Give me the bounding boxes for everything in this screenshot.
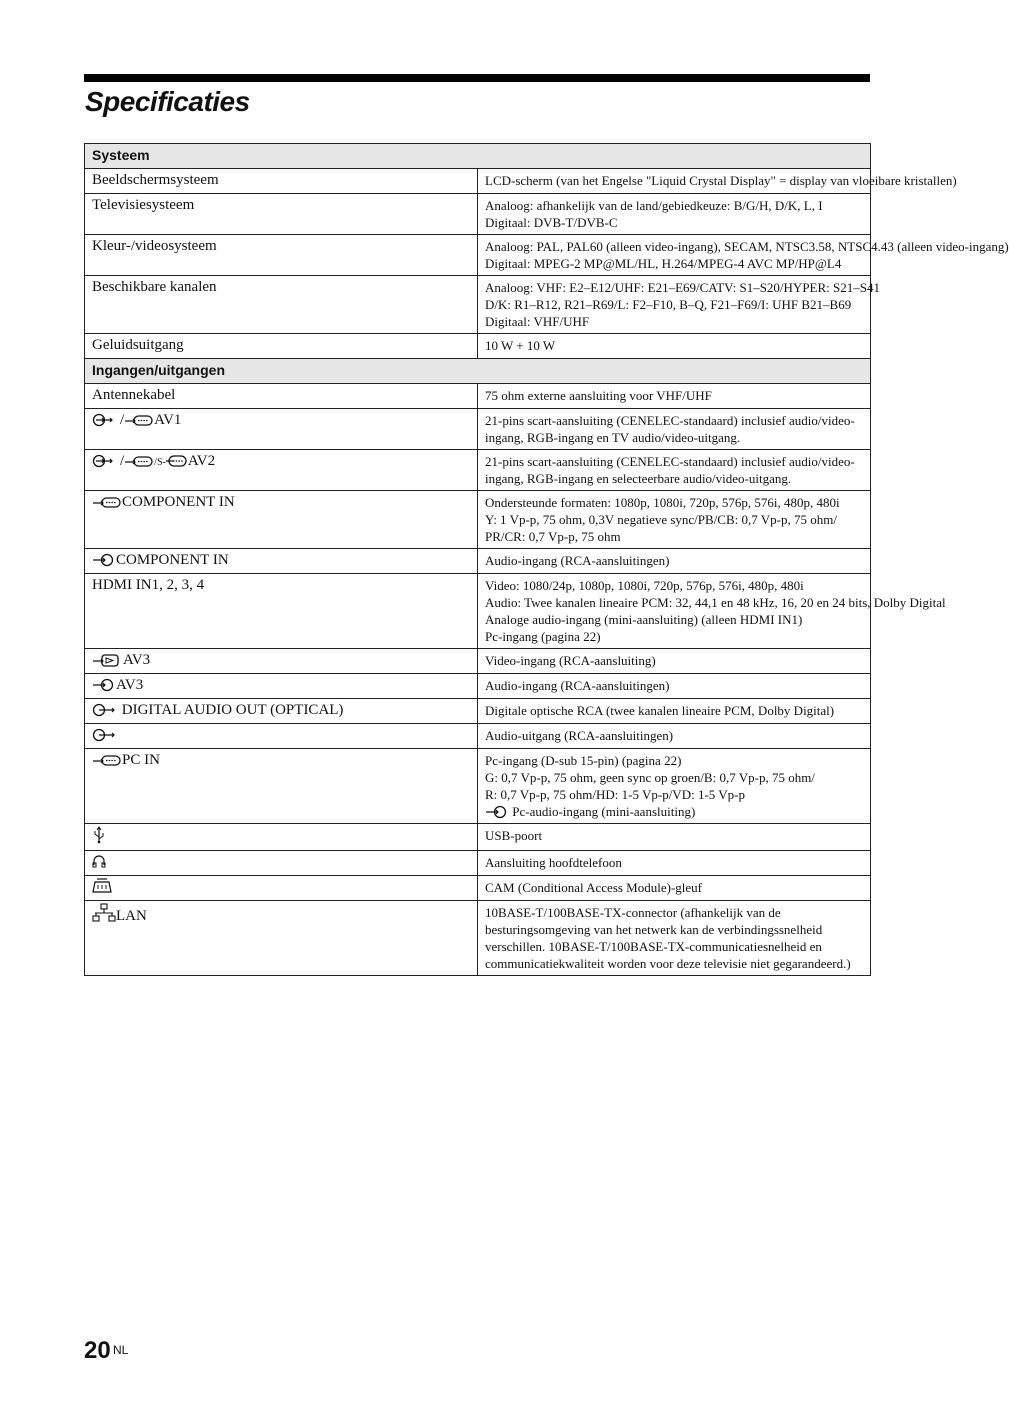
row-label-digital-audio — [85, 699, 478, 724]
value-line: CAM (Conditional Access Module)-gleuf — [485, 880, 702, 895]
headphone-icon — [92, 853, 106, 869]
row-label-av3-audio — [85, 674, 478, 699]
table-row — [85, 276, 871, 334]
section-header — [85, 144, 871, 169]
lan-network-icon — [92, 903, 116, 923]
audio-in-icon — [92, 553, 116, 567]
label-text: AV1 — [154, 412, 182, 428]
scart-inout-icon — [92, 413, 120, 427]
table-row — [85, 724, 871, 749]
label-text: AV3 — [122, 652, 151, 668]
row-label: Kleur-/videosysteem — [85, 235, 478, 276]
row-value — [478, 851, 871, 876]
row-label-usb — [85, 824, 478, 851]
value-line: D/K: R1–R12, R21–R69/L: F2–F10, B–Q, F21–F69/I: UHF B21–B69 — [485, 297, 852, 312]
value-line: 10BASE-T/100BASE-TX-connector (afhankelijk van de besturingsomgeving van het netwerk kan de verbindingssnelheid verschillen. 10BASE-T/100BASE-TX-communicatiesnelheid en communicatiekwaliteit worden voor deze televisie niet gegarandeerd.) — [485, 905, 851, 971]
audio-in-icon — [92, 678, 116, 692]
table-row — [85, 824, 871, 851]
usb-icon — [92, 826, 106, 844]
label-text: AV3 — [116, 677, 144, 693]
section-title-io: Ingangen/uitgangen — [85, 359, 871, 384]
row-label-audio-out — [85, 724, 478, 749]
row-value — [478, 574, 946, 649]
value-line: R: 0,7 Vp-p, 75 ohm/HD: 1-5 Vp-p/VD: 1-5 Vp-p — [485, 787, 745, 802]
row-value — [478, 749, 871, 824]
audio-in-icon — [485, 805, 509, 819]
value-line: Analoog: VHF: E2–E12/UHF: E21–E69/CATV: S1–S20/HYPER: S21–S41 — [485, 280, 880, 295]
value-line: 75 ohm externe aansluiting voor VHF/UHF — [485, 388, 712, 403]
table-row — [85, 699, 871, 724]
row-value — [478, 450, 871, 491]
label-text: LAN — [116, 908, 147, 924]
value-line: Digitaal: VHF/UHF — [485, 314, 590, 329]
table-row — [85, 169, 871, 194]
row-label-lan — [85, 901, 478, 976]
table-row — [85, 450, 871, 491]
value-line: Pc-ingang (D-sub 15-pin) (pagina 22) — [485, 753, 682, 768]
language-code: NL — [113, 1343, 129, 1357]
row-label: Antennekabel — [85, 384, 478, 409]
value-line: G: 0,7 Vp-p, 75 ohm, geen sync op groen/B: 0,7 Vp-p, 75 ohm/ — [485, 770, 815, 785]
row-label: Beschikbare kanalen — [85, 276, 478, 334]
title-rule — [84, 74, 870, 82]
value-line: 21-pins scart-aansluiting (CENELEC-standaard) inclusief audio/video-ingang, RGB-ingang en TV audio/video-uitgang. — [485, 413, 855, 445]
value-line: PR/CR: 0,7 Vp-p, 75 ohm — [485, 529, 621, 544]
table-row — [85, 491, 871, 549]
row-label-cam — [85, 876, 478, 901]
pc-in-icon — [92, 753, 122, 767]
row-label: Televisiesysteem — [85, 194, 478, 235]
row-value — [478, 334, 871, 359]
value-line-with-icon — [485, 803, 863, 820]
label-text: COMPONENT IN — [122, 494, 235, 510]
value-line: Analoog: PAL, PAL60 (alleen video-ingang), SECAM, NTSC3.58, NTSC4.43 (alleen video-ingang) — [485, 239, 1009, 254]
label-text: DIGITAL AUDIO OUT (OPTICAL) — [121, 702, 344, 718]
row-value — [478, 649, 871, 674]
table-row — [85, 901, 871, 976]
table-row — [85, 235, 871, 276]
section-title-system: Systeem — [85, 144, 871, 169]
row-value — [478, 169, 957, 194]
row-value — [478, 876, 871, 901]
row-label: Beeldschermsysteem — [85, 169, 478, 194]
value-line: Audio-ingang (RCA-aansluitingen) — [485, 678, 670, 693]
value-line: Pc-ingang (pagina 22) — [485, 629, 601, 644]
s-video-in-icon — [166, 454, 188, 468]
label-text: PC IN — [122, 752, 160, 768]
row-value — [478, 549, 871, 574]
value-line: Analoge audio-ingang (mini-aansluiting) (alleen HDMI IN1) — [485, 612, 803, 627]
video-in-icon — [124, 413, 154, 427]
row-value — [478, 674, 871, 699]
table-row — [85, 334, 871, 359]
video-in-icon — [92, 653, 120, 667]
label-s-prefix: /S- — [154, 457, 166, 468]
value-line: LCD-scherm (van het Engelse "Liquid Crystal Display" = display van vloeibare kristallen) — [485, 173, 957, 188]
table-row — [85, 649, 871, 674]
video-in-icon — [92, 495, 122, 509]
row-value — [478, 699, 871, 724]
row-label-pc — [85, 749, 478, 824]
value-line: Video-ingang (RCA-aansluiting) — [485, 653, 656, 668]
row-label-av3-video — [85, 649, 478, 674]
value-line: Analoog: afhankelijk van de land/gebiedkeuze: B/G/H, D/K, L, I — [485, 198, 823, 213]
value-line: Digitaal: DVB-T/DVB-C — [485, 215, 618, 230]
row-label-component-audio — [85, 549, 478, 574]
value-line: 21-pins scart-aansluiting (CENELEC-standaard) inclusief audio/video-ingang, RGB-ingang en selecteerbare audio/video-uitgang. — [485, 454, 855, 486]
row-value — [478, 276, 880, 334]
row-value — [478, 235, 1009, 276]
row-label-headphone — [85, 851, 478, 876]
row-value — [478, 384, 871, 409]
value-line: Aansluiting hoofdtelefoon — [485, 855, 622, 870]
value-line: Digitale optische RCA (twee kanalen lineaire PCM, Dolby Digital) — [485, 703, 835, 718]
value-line: Audio-uitgang (RCA-aansluitingen) — [485, 728, 674, 743]
audio-out-icon — [92, 728, 118, 742]
row-label: HDMI IN1, 2, 3, 4 — [85, 574, 478, 649]
page-number: 20 — [84, 1337, 111, 1364]
table-row — [85, 851, 871, 876]
row-value — [478, 194, 871, 235]
value-line: USB-poort — [485, 828, 543, 843]
video-in-icon — [124, 454, 154, 468]
value-line: Video: 1080/24p, 1080p, 1080i, 720p, 576p, 576i, 480p, 480i — [485, 578, 804, 593]
value-line: Digitaal: MPEG-2 MP@ML/HL, H.264/MPEG-4 AVC MP/HP@L4 — [485, 256, 842, 271]
table-row — [85, 409, 871, 450]
value-line: Audio: Twee kanalen lineaire PCM: 32, 44,1 en 48 kHz, 16, 20 en 24 bits, Dolby Digital — [485, 595, 946, 610]
row-value — [478, 409, 871, 450]
table-row — [85, 749, 871, 824]
scart-inout-icon — [92, 454, 120, 468]
row-value — [478, 724, 871, 749]
label-text: COMPONENT IN — [116, 552, 229, 568]
table-row — [85, 549, 871, 574]
value-line: 10 W + 10 W — [485, 338, 556, 353]
row-label-av2 — [85, 450, 478, 491]
section-header — [85, 359, 871, 384]
table-row — [85, 876, 871, 901]
label-separator: / — [120, 412, 125, 428]
table-row — [85, 574, 871, 649]
value-text: Pc-audio-ingang (mini-aansluiting) — [512, 804, 696, 819]
label-separator: / — [120, 453, 125, 469]
specifications-table — [84, 143, 1009, 976]
table-row — [85, 674, 871, 699]
table-row — [85, 194, 871, 235]
page-title: Specificaties — [85, 86, 250, 117]
row-label-component-video — [85, 491, 478, 549]
cam-slot-icon — [92, 878, 112, 894]
row-value — [478, 491, 871, 549]
row-value — [478, 824, 871, 851]
label-text: AV2 — [187, 453, 216, 469]
row-label-av1 — [85, 409, 478, 450]
row-value — [478, 901, 871, 976]
table-row — [85, 384, 871, 409]
value-line: Ondersteunde formaten: 1080p, 1080i, 720p, 576p, 576i, 480p, 480i — [485, 495, 840, 510]
row-label: Geluidsuitgang — [85, 334, 478, 359]
audio-out-icon — [92, 703, 118, 717]
value-line: Audio-ingang (RCA-aansluitingen) — [485, 553, 670, 568]
value-line: Y: 1 Vp-p, 75 ohm, 0,3V negatieve sync/PB/CB: 0,7 Vp-p, 75 ohm/ — [485, 512, 837, 527]
